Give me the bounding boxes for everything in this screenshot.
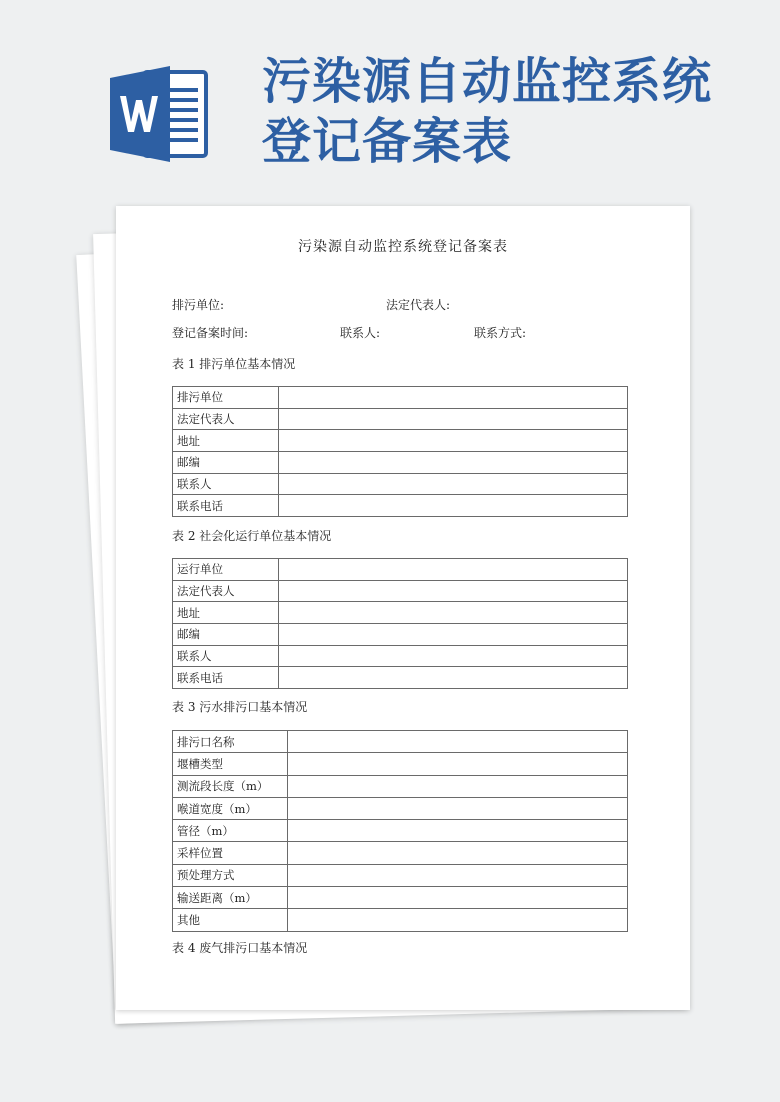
table3-value-cell[interactable] — [288, 820, 628, 842]
table2-value-cell[interactable] — [279, 645, 628, 667]
table4-caption: 表 4 废气排污口基本情况 — [172, 941, 308, 955]
table-row — [173, 842, 628, 864]
table3-value-cell[interactable] — [288, 909, 628, 931]
table-row — [173, 430, 628, 452]
table1-label: 地址 — [173, 430, 279, 452]
table2-value-cell[interactable] — [279, 580, 628, 602]
table2-label: 运行单位 — [173, 559, 279, 581]
table-row — [173, 473, 628, 495]
table2-value-cell[interactable] — [279, 602, 628, 624]
word-icon — [110, 66, 210, 162]
contact-field: 联系人: — [340, 326, 381, 340]
table1-label: 法定代表人 — [173, 408, 279, 430]
table3-caption: 表 3 污水排污口基本情况 — [172, 700, 308, 714]
table-row — [173, 820, 628, 842]
table-row — [173, 667, 628, 689]
table2-label: 联系人 — [173, 645, 279, 667]
table3-value-cell[interactable] — [288, 731, 628, 753]
table1-label: 排污单位 — [173, 387, 279, 409]
table-row — [173, 864, 628, 886]
table1-value-cell[interactable] — [279, 452, 628, 474]
table3-value-cell[interactable] — [288, 775, 628, 797]
table3-label: 预处理方式 — [173, 864, 288, 886]
table-row — [173, 645, 628, 667]
table2-label: 法定代表人 — [173, 580, 279, 602]
table2-value-cell[interactable] — [279, 559, 628, 581]
table2-value-cell[interactable] — [279, 624, 628, 646]
table3-label: 排污口名称 — [173, 731, 288, 753]
table-row — [173, 602, 628, 624]
table2 — [172, 558, 628, 689]
table-row — [173, 887, 628, 909]
table1-label: 联系人 — [173, 473, 279, 495]
table1-value-cell[interactable] — [279, 430, 628, 452]
table-row — [173, 731, 628, 753]
table2-label: 邮编 — [173, 624, 279, 646]
table1-label: 邮编 — [173, 452, 279, 474]
table1-caption: 表 1 排污单位基本情况 — [172, 357, 296, 371]
table3-value-cell[interactable] — [288, 842, 628, 864]
table-row — [173, 387, 628, 409]
filing-time-field: 登记备案时间: — [172, 326, 249, 340]
contact-method-field: 联系方式: — [474, 326, 527, 340]
legal-rep-field: 法定代表人: — [386, 298, 451, 312]
table-row — [173, 797, 628, 819]
table3-label: 输送距离（m） — [173, 887, 288, 909]
table1-value-cell[interactable] — [279, 408, 628, 430]
table3-label: 采样位置 — [173, 842, 288, 864]
table-row — [173, 775, 628, 797]
table3-label: 管径（m） — [173, 820, 288, 842]
document-title: 污染源自动监控系统登记备案表 — [298, 239, 508, 255]
table3-label: 测流段长度（m） — [173, 775, 288, 797]
table1-value-cell[interactable] — [279, 387, 628, 409]
banner-title: 污染源自动监控系统登记备案表 — [262, 53, 713, 170]
table3 — [172, 730, 628, 932]
table1 — [172, 386, 628, 517]
table3-value-cell[interactable] — [288, 864, 628, 886]
table2-label: 联系电话 — [173, 667, 279, 689]
table1-label: 联系电话 — [173, 495, 279, 517]
table2-label: 地址 — [173, 602, 279, 624]
table3-value-cell[interactable] — [288, 797, 628, 819]
table-row — [173, 753, 628, 775]
table3-label: 堰槽类型 — [173, 753, 288, 775]
table-row — [173, 580, 628, 602]
table1-value-cell[interactable] — [279, 495, 628, 517]
table3-label: 喉道宽度（m） — [173, 797, 288, 819]
table3-label: 其他 — [173, 909, 288, 931]
table2-value-cell[interactable] — [279, 667, 628, 689]
table-row — [173, 559, 628, 581]
table3-value-cell[interactable] — [288, 887, 628, 909]
table-row — [173, 624, 628, 646]
table2-caption: 表 2 社会化运行单位基本情况 — [172, 529, 332, 543]
table-row — [173, 408, 628, 430]
table-row — [173, 452, 628, 474]
unit-field: 排污单位: — [172, 298, 225, 312]
table-row — [173, 495, 628, 517]
table1-value-cell[interactable] — [279, 473, 628, 495]
table-row — [173, 909, 628, 931]
document-page — [116, 206, 690, 1010]
table3-value-cell[interactable] — [288, 753, 628, 775]
